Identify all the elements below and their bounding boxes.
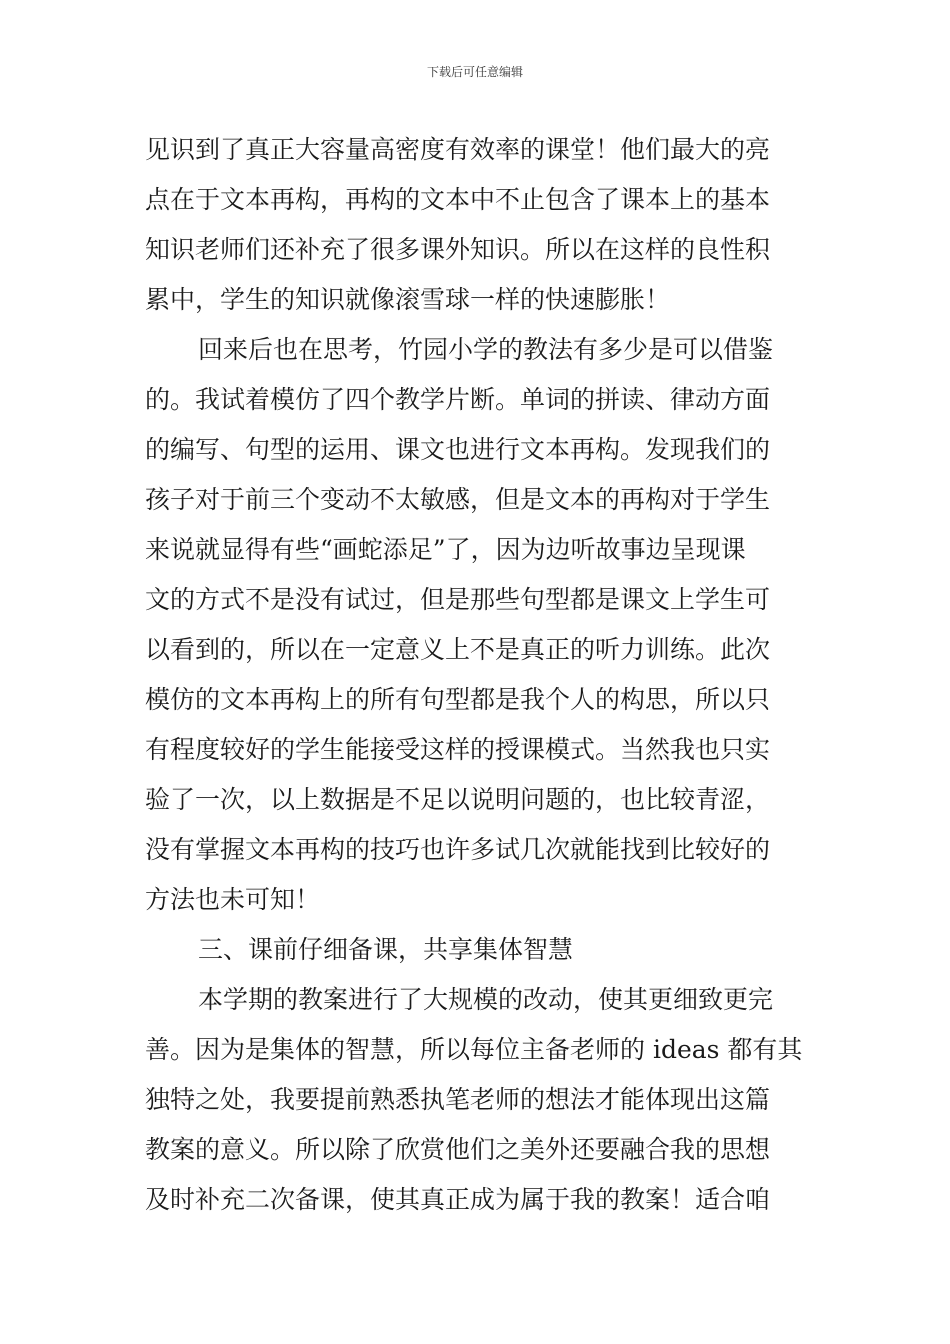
text-line: 回来后也在思考，竹园小学的教法有多少是可以借鉴 [198,335,774,364]
text-line: 知识老师们还补充了很多课外知识。所以在这样的良性积 [145,235,771,264]
text-line: 以看到的，所以在一定意义上不是真正的听力训练。此次 [145,635,771,664]
text-line: 的编写、句型的运用、课文也进行文本再构。发现我们的 [145,435,771,464]
text-line: 模仿的文本再构上的所有句型都是我个人的构思，所以只 [145,685,771,714]
text-line: 来说就显得有些“画蛇添足”了，因为边听故事边呈现课 [145,535,746,564]
text-line: 验了一次，以上数据是不足以说明问题的，也比较青涩， [145,785,771,814]
page-header: 下载后可任意编辑 [426,65,523,79]
text-line: 教案的意义。所以除了欣赏他们之美外还要融合我的思想 [145,1135,771,1164]
text-line: 有程度较好的学生能接受这样的授课模式。当然我也只实 [145,735,771,764]
text-line: 本学期的教案进行了大规模的改动，使其更细致更完 [198,985,774,1014]
text-line: 累中，学生的知识就像滚雪球一样的快速膨胀！ [145,285,671,314]
text-line: 的。我试着模仿了四个教学片断。单词的拼读、律动方面 [145,385,771,414]
text-line: 文的方式不是没有试过，但是那些句型都是课文上学生可 [145,585,771,614]
text-line: 见识到了真正大容量高密度有效率的课堂！他们最大的亮 [145,135,771,164]
text-line: 没有掌握文本再构的技巧也许多试几次就能找到比较好的 [145,835,771,864]
text-line: 独特之处，我要提前熟悉执笔老师的想法才能体现出这篇 [145,1085,771,1114]
text-line: 孩子对于前三个变动不太敏感，但是文本的再构对于学生 [145,485,771,514]
text-line: 点在于文本再构，再构的文本中不止包含了课本上的基本 [145,185,771,214]
section-heading: 三、课前仔细备课，共享集体智慧 [198,935,574,964]
text-line: 及时补充二次备课，使其真正成为属于我的教案！适合咱 [145,1185,771,1214]
text-line: 方法也未可知！ [145,885,321,914]
text-line: 善。因为是集体的智慧，所以每位主备老师的 ideas 都有其 [145,1035,803,1064]
